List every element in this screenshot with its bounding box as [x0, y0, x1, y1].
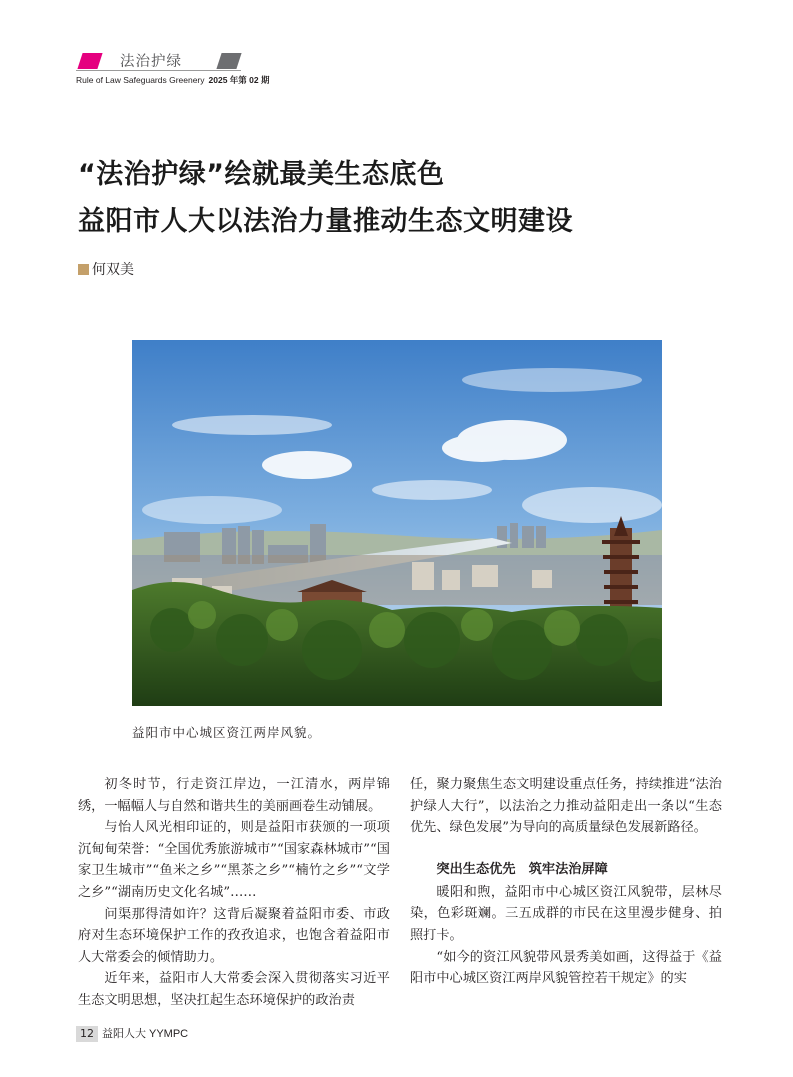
photo-caption: 益阳市中心城区资江两岸风貌。	[132, 725, 322, 740]
body-paragraph: 初冬时节，行走资江岸边，一江清水，两岸锦绣，一幅幅人与自然和谐共生的美丽画卷生动铺展。	[78, 777, 390, 814]
article-title-line1: “法治护绿”绘就最美生态底色	[78, 159, 445, 190]
body-paragraph: 问渠那得清如许？这背后凝聚着益阳市委、市政府对生态环境保护工作的孜孜追求，也饱含着益阳市人大常委会的倾情助力。	[78, 906, 390, 965]
issue-number: 2025 年第 02 期	[208, 75, 270, 85]
magazine-name: 益阳人大	[102, 1027, 146, 1040]
header-accent-pink	[77, 53, 102, 69]
body-paragraph: “如今的资江风貌带风景秀美如画，这得益于《益阳市中心城区资江两岸风貌管控若干规定》的实	[410, 949, 722, 987]
city-riverside-photo	[132, 340, 662, 706]
body-paragraph: 与怡人风光相印证的，则是益阳市获颁的一项项沉甸甸荣誉：“全国优秀旅游城市”“国家森林城市”“国家卫生城市”“鱼米之乡”“黑茶之乡”“楠竹之乡”“文学之乡”“湖南历史文化名城”……	[78, 820, 390, 900]
column-title: 法治护绿	[120, 54, 182, 70]
author-name: 何双美	[92, 262, 134, 278]
page-footer	[76, 1025, 188, 1041]
issue-line	[76, 74, 269, 86]
body-column-right	[410, 774, 722, 990]
body-paragraph: 近年来，益阳市人大常委会深入贯彻落实习近平生态文明思想，坚决扛起生态环境保护的政治责	[78, 971, 390, 1008]
magazine-abbr: YYMPC	[149, 1028, 189, 1040]
author-byline	[78, 259, 134, 279]
author-marker-icon	[78, 264, 89, 275]
body-column-left	[78, 774, 390, 1012]
body-paragraph: 暖阳和煦，益阳市中心城区资江风貌带，层林尽染，色彩斑斓。三五成群的市民在这里漫步健身、拍照打卡。	[410, 884, 722, 943]
section-heading: 突出生态优先 筑牢法治屏障	[436, 861, 608, 877]
article-title-line2: 益阳市人大以法治力量推动生态文明建设	[78, 206, 573, 237]
subtitle-en: Rule of Law Safeguards Greenery	[76, 75, 205, 85]
page-number: 12	[76, 1026, 98, 1042]
body-paragraph-continued: 任，聚力聚焦生态文明建设重点任务，持续推进“法治护绿人大行”，以法治之力推动益阳走出一条以“生态优先、绿色发展”为导向的高质量绿色发展新路径。	[410, 777, 722, 836]
